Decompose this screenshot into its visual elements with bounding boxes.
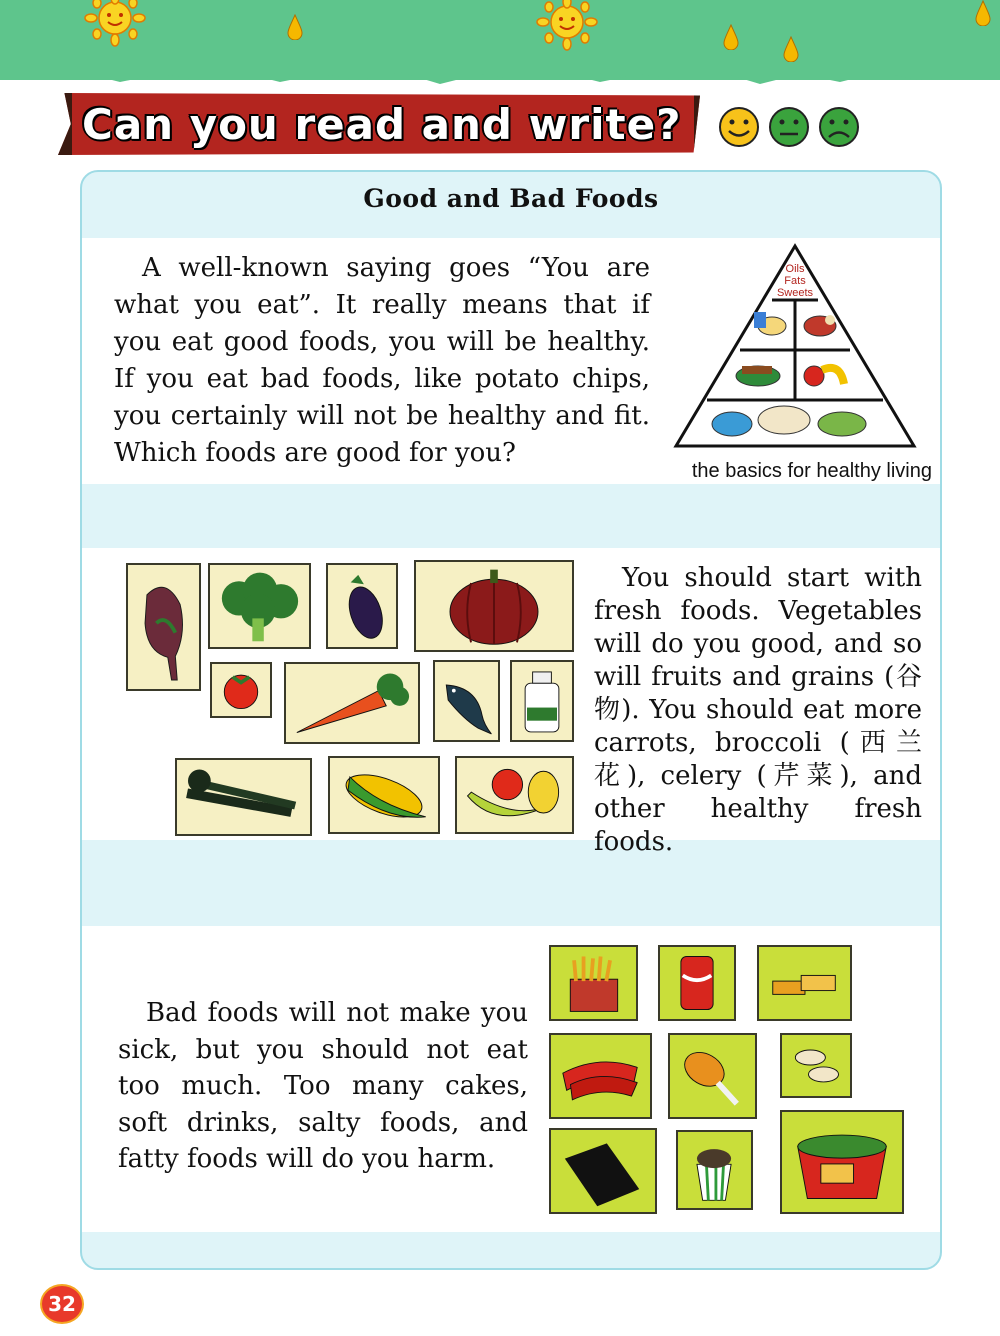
popcorn-icon (676, 1130, 753, 1210)
neutral-face-icon (768, 106, 810, 148)
pumpkin-icon (414, 560, 574, 652)
raindrop-icon (782, 36, 800, 62)
intro-paragraph (114, 250, 650, 472)
chocolate-icon (549, 1128, 657, 1214)
fruit-icon (455, 756, 574, 834)
fresh-foods-text: You should start with fresh foods. Vegetables will do you good, and so will fruits and grains (谷物). You should eat more carrots, broccoli (西兰花), celery (芹菜), and other healthy fresh foods. (594, 563, 922, 857)
intro-text: A well-known saying goes “You are what you eat”. It really means that if you eat good foods, you will be healthy. If you eat bad foods, like potato chips, you certainly will not be healthy and fit. Which foods are good for you? (114, 253, 650, 468)
section-title: Good and Bad Foods (363, 184, 659, 213)
lettuce-icon (126, 563, 201, 691)
food-pyramid (672, 242, 918, 448)
biscuits-icon (757, 945, 852, 1021)
broccoli-icon (208, 563, 311, 649)
fried-noodles-icon (780, 1110, 904, 1214)
fish-icon (433, 660, 500, 742)
page-number: 32 (40, 1284, 84, 1324)
vegetables-icon (736, 366, 780, 386)
pyramid-label-fats: Fats (784, 275, 806, 287)
eggplant-icon (326, 563, 398, 649)
soda-can-icon (658, 945, 736, 1021)
pyramid-label-oils: Oils (785, 263, 805, 275)
fresh-foods-paragraph (594, 562, 922, 859)
happy-face-icon (718, 106, 760, 148)
sad-face-icon (818, 106, 860, 148)
raindrop-icon (286, 14, 304, 40)
sun-icon (530, 0, 604, 52)
tomato-icon (210, 662, 272, 718)
sausage-icon (549, 1033, 652, 1119)
page-title: Can you read and write? (82, 100, 682, 149)
pyramid-label-sweets: Sweets (776, 287, 814, 299)
sauce-bowls-icon (780, 1033, 852, 1098)
fries-icon (549, 945, 638, 1021)
celery-icon (175, 758, 312, 836)
corn-icon (328, 756, 440, 834)
raindrop-icon (974, 0, 992, 26)
sun-icon (78, 0, 152, 50)
carrot-icon (284, 662, 420, 744)
bad-foods-text: Bad foods will not make you sick, but you should not eat too much. Too many cakes, soft drinks, salty foods, and fatty foods will do you harm. (118, 998, 528, 1174)
bad-foods-paragraph (118, 995, 528, 1178)
header-torn-edge (0, 60, 1000, 94)
chicken-leg-icon (668, 1033, 757, 1119)
raindrop-icon (722, 24, 740, 50)
pyramid-caption: the basics for healthy living (691, 460, 932, 482)
milk-icon (510, 660, 574, 742)
